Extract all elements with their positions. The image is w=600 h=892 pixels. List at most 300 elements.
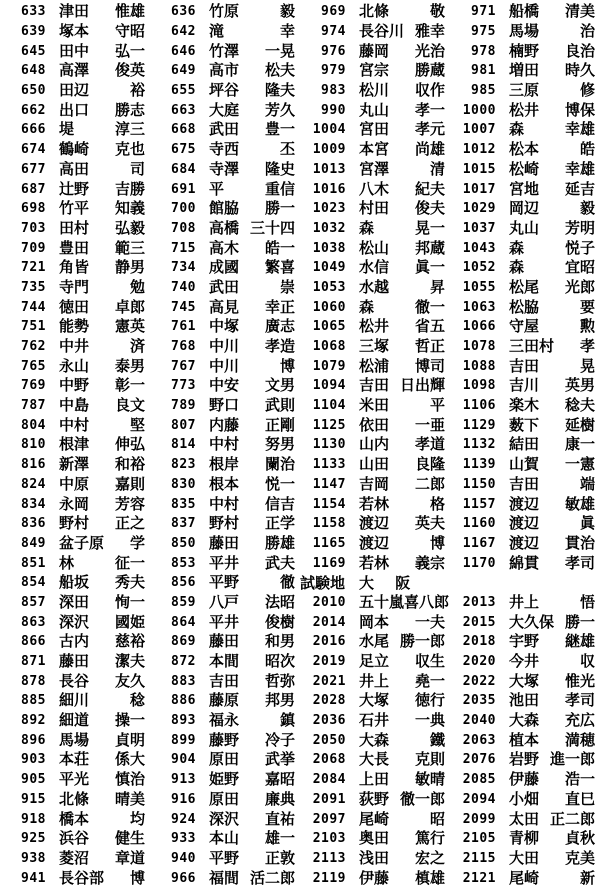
given-name: 邦男 — [264, 691, 295, 710]
family-name: 竹原 — [209, 2, 240, 21]
roster-row — [0, 120, 600, 140]
family-name: 平野 — [209, 573, 240, 592]
member-name — [59, 516, 145, 531]
member-number: 2091 — [312, 791, 346, 807]
member-name — [59, 730, 145, 749]
roster-entry — [300, 516, 450, 531]
family-name: 渡辺 — [359, 533, 390, 552]
member-number: 834 — [21, 496, 46, 512]
given-name: 雅幸 — [414, 22, 445, 41]
given-name: 進一郎 — [549, 750, 595, 769]
member-name — [209, 693, 295, 708]
member-name — [209, 260, 295, 275]
member-name — [209, 592, 295, 611]
member-number: 853 — [171, 555, 196, 571]
family-name: 藤田 — [209, 533, 240, 552]
family-name: 結田 — [509, 435, 540, 454]
roster-row — [0, 238, 600, 258]
member-number: 971 — [471, 4, 496, 20]
given-name: 博保 — [564, 100, 595, 119]
member-number: 1013 — [312, 161, 346, 177]
member-name — [59, 378, 145, 393]
member-name — [509, 41, 595, 60]
roster-entry — [300, 713, 450, 728]
given-name: 孝一 — [414, 100, 445, 119]
member-name — [509, 831, 595, 846]
given-name: 憲英 — [114, 317, 145, 336]
family-name: 高橋 — [209, 218, 240, 237]
family-name: 馬場 — [59, 730, 90, 749]
member-name — [59, 693, 145, 708]
member-number: 1170 — [462, 555, 496, 571]
member-name — [209, 553, 295, 572]
member-name — [509, 297, 595, 316]
given-name: 直祐 — [264, 809, 295, 828]
family-name: 深沢 — [59, 612, 90, 631]
roster-entry — [300, 260, 450, 275]
member-name — [509, 260, 595, 275]
member-number: 642 — [171, 24, 196, 40]
given-name: 光郎 — [564, 277, 595, 296]
member-name — [59, 848, 145, 867]
roster-entry — [150, 100, 300, 119]
member-name — [509, 592, 595, 611]
member-name — [359, 63, 445, 78]
member-number: 655 — [171, 83, 196, 99]
member-name — [509, 415, 595, 434]
roster-entry — [450, 159, 600, 178]
roster-row — [0, 573, 600, 593]
family-name: 松井 — [359, 317, 390, 336]
roster-entry — [0, 63, 150, 78]
roster-entry — [450, 339, 600, 354]
roster-row — [0, 711, 600, 731]
given-name: 一憲 — [564, 455, 595, 474]
given-name: 鐵 — [429, 730, 445, 749]
member-name — [209, 218, 295, 237]
roster-entry — [150, 868, 300, 887]
given-name: 学 — [129, 533, 145, 552]
given-name: 伸弘 — [114, 435, 145, 454]
roster-entry — [0, 122, 150, 137]
roster-entry — [450, 4, 600, 19]
family-name: 水尾 — [359, 632, 390, 651]
roster-row — [0, 61, 600, 81]
member-number: 905 — [21, 772, 46, 788]
given-name: 幸 — [279, 22, 295, 41]
given-name: 英夫 — [414, 514, 445, 533]
roster-entry — [300, 654, 450, 669]
roster-entry — [450, 297, 600, 316]
member-number: 1012 — [462, 142, 496, 158]
family-name: 北條 — [59, 789, 90, 808]
given-name: 収 — [579, 652, 595, 671]
given-name: 惟雄 — [114, 2, 145, 21]
member-number: 854 — [21, 575, 46, 591]
roster-entry — [450, 809, 600, 828]
member-number: 677 — [21, 161, 46, 177]
roster-entry — [450, 848, 600, 867]
member-number: 871 — [21, 654, 46, 670]
roster-entry — [300, 356, 450, 375]
member-number: 981 — [471, 63, 496, 79]
member-name — [359, 142, 445, 157]
member-name — [59, 553, 145, 572]
roster-entry — [450, 179, 600, 198]
roster-entry — [300, 63, 450, 78]
family-name: 奥田 — [359, 829, 390, 848]
member-name — [359, 122, 445, 137]
roster-entry — [0, 848, 150, 867]
roster-entry — [150, 218, 300, 237]
section-header — [300, 572, 450, 593]
member-number: 666 — [21, 122, 46, 138]
member-number: 872 — [171, 654, 196, 670]
roster-entry — [300, 730, 450, 749]
roster-entry — [300, 592, 450, 611]
given-name: 幸雄 — [564, 120, 595, 139]
given-name: 文男 — [264, 376, 295, 395]
member-number: 1015 — [462, 161, 496, 177]
member-name — [359, 713, 445, 728]
family-name: 岡辺 — [509, 199, 540, 218]
roster-row — [0, 514, 600, 534]
roster-row — [0, 140, 600, 160]
member-name — [509, 494, 595, 513]
given-name: 眞 — [579, 514, 595, 533]
member-number: 636 — [171, 4, 196, 20]
roster-row — [0, 415, 600, 435]
roster-row — [0, 41, 600, 61]
member-name — [359, 398, 445, 413]
member-name — [59, 415, 145, 434]
member-name — [59, 319, 145, 334]
roster-entry — [0, 179, 150, 198]
member-number: 751 — [21, 319, 46, 335]
family-name: 塚本 — [59, 22, 90, 41]
roster-entry — [0, 752, 150, 767]
roster-entry — [150, 592, 300, 611]
member-name — [509, 356, 595, 375]
member-number: 1158 — [312, 516, 346, 532]
given-name: 徹一郎 — [399, 789, 445, 808]
member-number: 2085 — [462, 772, 496, 788]
roster-entry — [450, 437, 600, 452]
roster-entry — [0, 809, 150, 828]
member-number: 761 — [171, 319, 196, 335]
roster-entry — [0, 398, 150, 413]
family-name: 野村 — [209, 514, 240, 533]
roster-row — [0, 671, 600, 691]
member-name — [359, 297, 445, 316]
member-name — [209, 277, 295, 296]
family-name: 馬場 — [509, 22, 540, 41]
member-number: 893 — [171, 713, 196, 729]
given-name: 徹一 — [414, 297, 445, 316]
given-name: 重信 — [264, 179, 295, 198]
roster-row — [0, 278, 600, 298]
member-name — [209, 63, 295, 78]
family-name: 細道 — [59, 711, 90, 730]
member-number: 2036 — [312, 713, 346, 729]
member-name — [59, 654, 145, 669]
member-name — [59, 831, 145, 846]
roster-entry — [450, 457, 600, 472]
roster-entry — [0, 789, 150, 808]
roster-entry — [0, 297, 150, 316]
roster-entry — [150, 437, 300, 452]
member-name — [509, 868, 595, 887]
given-name: 勝蔵 — [414, 61, 445, 80]
family-name: 松崎 — [509, 159, 540, 178]
given-name: 昇 — [429, 277, 445, 296]
roster-entry — [450, 415, 600, 434]
member-number: 721 — [21, 260, 46, 276]
member-name — [209, 752, 295, 767]
member-number: 1167 — [462, 535, 496, 551]
roster-entry — [300, 533, 450, 552]
roster-entry — [150, 516, 300, 531]
family-name: 吉田 — [359, 376, 390, 395]
member-number: 2105 — [462, 831, 496, 847]
given-name: 俊英 — [114, 61, 145, 80]
given-name: 一晃 — [264, 41, 295, 60]
roster-entry — [450, 671, 600, 690]
family-name: 坪谷 — [209, 81, 240, 100]
roster-entry — [150, 848, 300, 867]
member-name — [209, 713, 295, 728]
roster-entry — [150, 4, 300, 19]
member-name — [59, 100, 145, 119]
member-number: 856 — [171, 575, 196, 591]
roster-entry — [150, 634, 300, 649]
roster-entry — [300, 671, 450, 690]
member-number: 1052 — [462, 260, 496, 276]
roster-entry — [150, 356, 300, 375]
given-name: 征一 — [114, 553, 145, 572]
member-number: 765 — [21, 358, 46, 374]
family-name: 丸山 — [359, 100, 390, 119]
member-name — [359, 592, 450, 611]
roster-row — [0, 22, 600, 42]
family-name: 永岡 — [59, 494, 90, 513]
member-number: 2014 — [312, 614, 346, 630]
member-number: 633 — [21, 4, 46, 20]
family-name: 森 — [509, 258, 525, 277]
roster-entry — [450, 201, 600, 216]
member-number: 700 — [171, 201, 196, 217]
given-name: 孝造 — [264, 337, 295, 356]
member-name — [209, 415, 295, 434]
given-name: 昭 — [429, 809, 445, 828]
member-name — [359, 654, 445, 669]
member-name — [59, 218, 145, 237]
roster-entry — [300, 848, 450, 867]
roster-entry — [0, 634, 150, 649]
roster-entry — [450, 238, 600, 257]
given-name: 恂一 — [114, 592, 145, 611]
roster-entry — [0, 378, 150, 393]
given-name: 敏晴 — [414, 770, 445, 789]
member-number: 650 — [21, 83, 46, 99]
roster-entry — [300, 634, 450, 649]
member-name — [359, 752, 445, 767]
given-name: 惟光 — [564, 671, 595, 690]
roster-entry — [300, 752, 450, 767]
member-number: 863 — [21, 614, 46, 630]
member-name — [209, 772, 295, 787]
member-name — [59, 809, 145, 828]
member-name — [209, 809, 295, 828]
roster-entry — [150, 809, 300, 828]
member-number: 1139 — [462, 457, 496, 473]
member-name — [359, 474, 445, 493]
roster-entry — [150, 533, 300, 552]
roster-entry — [450, 789, 600, 808]
given-name: 晃 — [579, 356, 595, 375]
member-number: 857 — [21, 594, 46, 610]
member-name — [209, 831, 295, 846]
member-name — [509, 654, 595, 669]
family-name: 青柳 — [509, 829, 540, 848]
family-name: 松井 — [509, 100, 540, 119]
family-name: 岩野 — [509, 750, 540, 769]
family-name: 吉田 — [209, 671, 240, 690]
member-name — [509, 516, 595, 531]
family-name: 中川 — [209, 337, 240, 356]
given-name: 丕 — [279, 140, 295, 159]
member-number: 2018 — [462, 634, 496, 650]
given-name: 省五 — [414, 317, 445, 336]
family-name: 宮地 — [509, 179, 540, 198]
family-name: 竹澤 — [209, 41, 240, 60]
member-name — [59, 671, 145, 690]
family-name: 中安 — [209, 376, 240, 395]
roster-entry — [450, 693, 600, 708]
member-number: 807 — [171, 417, 196, 433]
family-name: 徳田 — [59, 297, 90, 316]
roster-entry — [300, 319, 450, 334]
member-number: 866 — [21, 634, 46, 650]
family-name: 吉岡 — [359, 474, 390, 493]
family-name: 水越 — [359, 277, 390, 296]
member-number: 1088 — [462, 358, 496, 374]
given-name: 紀夫 — [414, 179, 445, 198]
family-name: 堤 — [59, 120, 75, 139]
family-name: 豊田 — [59, 238, 90, 257]
roster-row — [0, 100, 600, 120]
member-name — [59, 457, 145, 472]
family-name: 井上 — [359, 671, 390, 690]
family-name: 田辺 — [59, 81, 90, 100]
family-name: 竹平 — [59, 199, 90, 218]
roster-entry — [150, 457, 300, 472]
family-name: 中村 — [59, 415, 90, 434]
member-name — [509, 612, 595, 631]
member-name — [359, 218, 445, 237]
member-name — [509, 553, 595, 572]
member-name — [509, 238, 595, 257]
roster-entry — [0, 339, 150, 354]
given-name: 堅 — [129, 415, 145, 434]
member-number: 768 — [171, 339, 196, 355]
member-name — [209, 41, 295, 60]
member-number: 859 — [171, 594, 196, 610]
family-name: 本山 — [209, 829, 240, 848]
member-name — [59, 356, 145, 375]
roster-entry — [0, 218, 150, 237]
roster-entry — [0, 494, 150, 513]
given-name: 新 — [579, 868, 595, 887]
family-name: 福永 — [209, 711, 240, 730]
roster-row — [0, 435, 600, 455]
member-number: 2020 — [462, 654, 496, 670]
member-name — [509, 378, 595, 393]
family-name: 深田 — [59, 592, 90, 611]
member-name — [359, 83, 445, 98]
roster-entry — [0, 831, 150, 846]
given-name: 敏雄 — [564, 494, 595, 513]
given-name: 貞明 — [114, 730, 145, 749]
roster-entry — [0, 142, 150, 157]
family-name: 水信 — [359, 258, 390, 277]
family-name: 寺西 — [209, 140, 240, 159]
member-number: 709 — [21, 240, 46, 256]
member-number: 1023 — [312, 201, 346, 217]
roster-entry — [150, 494, 300, 513]
family-name: 宮澤 — [359, 159, 390, 178]
given-name: 時久 — [564, 61, 595, 80]
member-name — [509, 772, 595, 787]
member-number: 985 — [471, 83, 496, 99]
given-name: 嘉則 — [114, 474, 145, 493]
family-name: 高田 — [59, 159, 90, 178]
member-name — [359, 533, 445, 552]
given-name: 鎮 — [279, 711, 295, 730]
roster-entry — [0, 553, 150, 572]
roster-entry — [450, 592, 600, 611]
roster-entry — [150, 612, 300, 631]
member-number: 744 — [21, 299, 46, 315]
given-name: 一典 — [414, 711, 445, 730]
roster-entry — [450, 634, 600, 649]
member-number: 810 — [21, 437, 46, 453]
member-number: 2097 — [312, 811, 346, 827]
member-number: 1055 — [462, 279, 496, 295]
given-name: 孝元 — [414, 120, 445, 139]
family-name: 米田 — [359, 396, 390, 415]
given-name: 一夫 — [414, 612, 445, 631]
roster-entry — [0, 730, 150, 749]
roster-entry — [300, 831, 450, 846]
family-name: 大森 — [509, 711, 540, 730]
member-name — [359, 24, 445, 39]
member-number: 1130 — [312, 437, 346, 453]
member-name — [209, 179, 295, 198]
roster-row — [0, 199, 600, 219]
given-name: 稔夫 — [564, 396, 595, 415]
member-number: 969 — [321, 4, 346, 20]
roster-entry — [150, 159, 300, 178]
roster-entry — [450, 24, 600, 39]
given-name: 弘一 — [114, 41, 145, 60]
member-number: 745 — [171, 299, 196, 315]
family-name: 高木 — [209, 238, 240, 257]
member-number: 816 — [21, 457, 46, 473]
roster-entry — [450, 868, 600, 887]
family-name: 森 — [509, 120, 525, 139]
member-number: 1154 — [312, 496, 346, 512]
